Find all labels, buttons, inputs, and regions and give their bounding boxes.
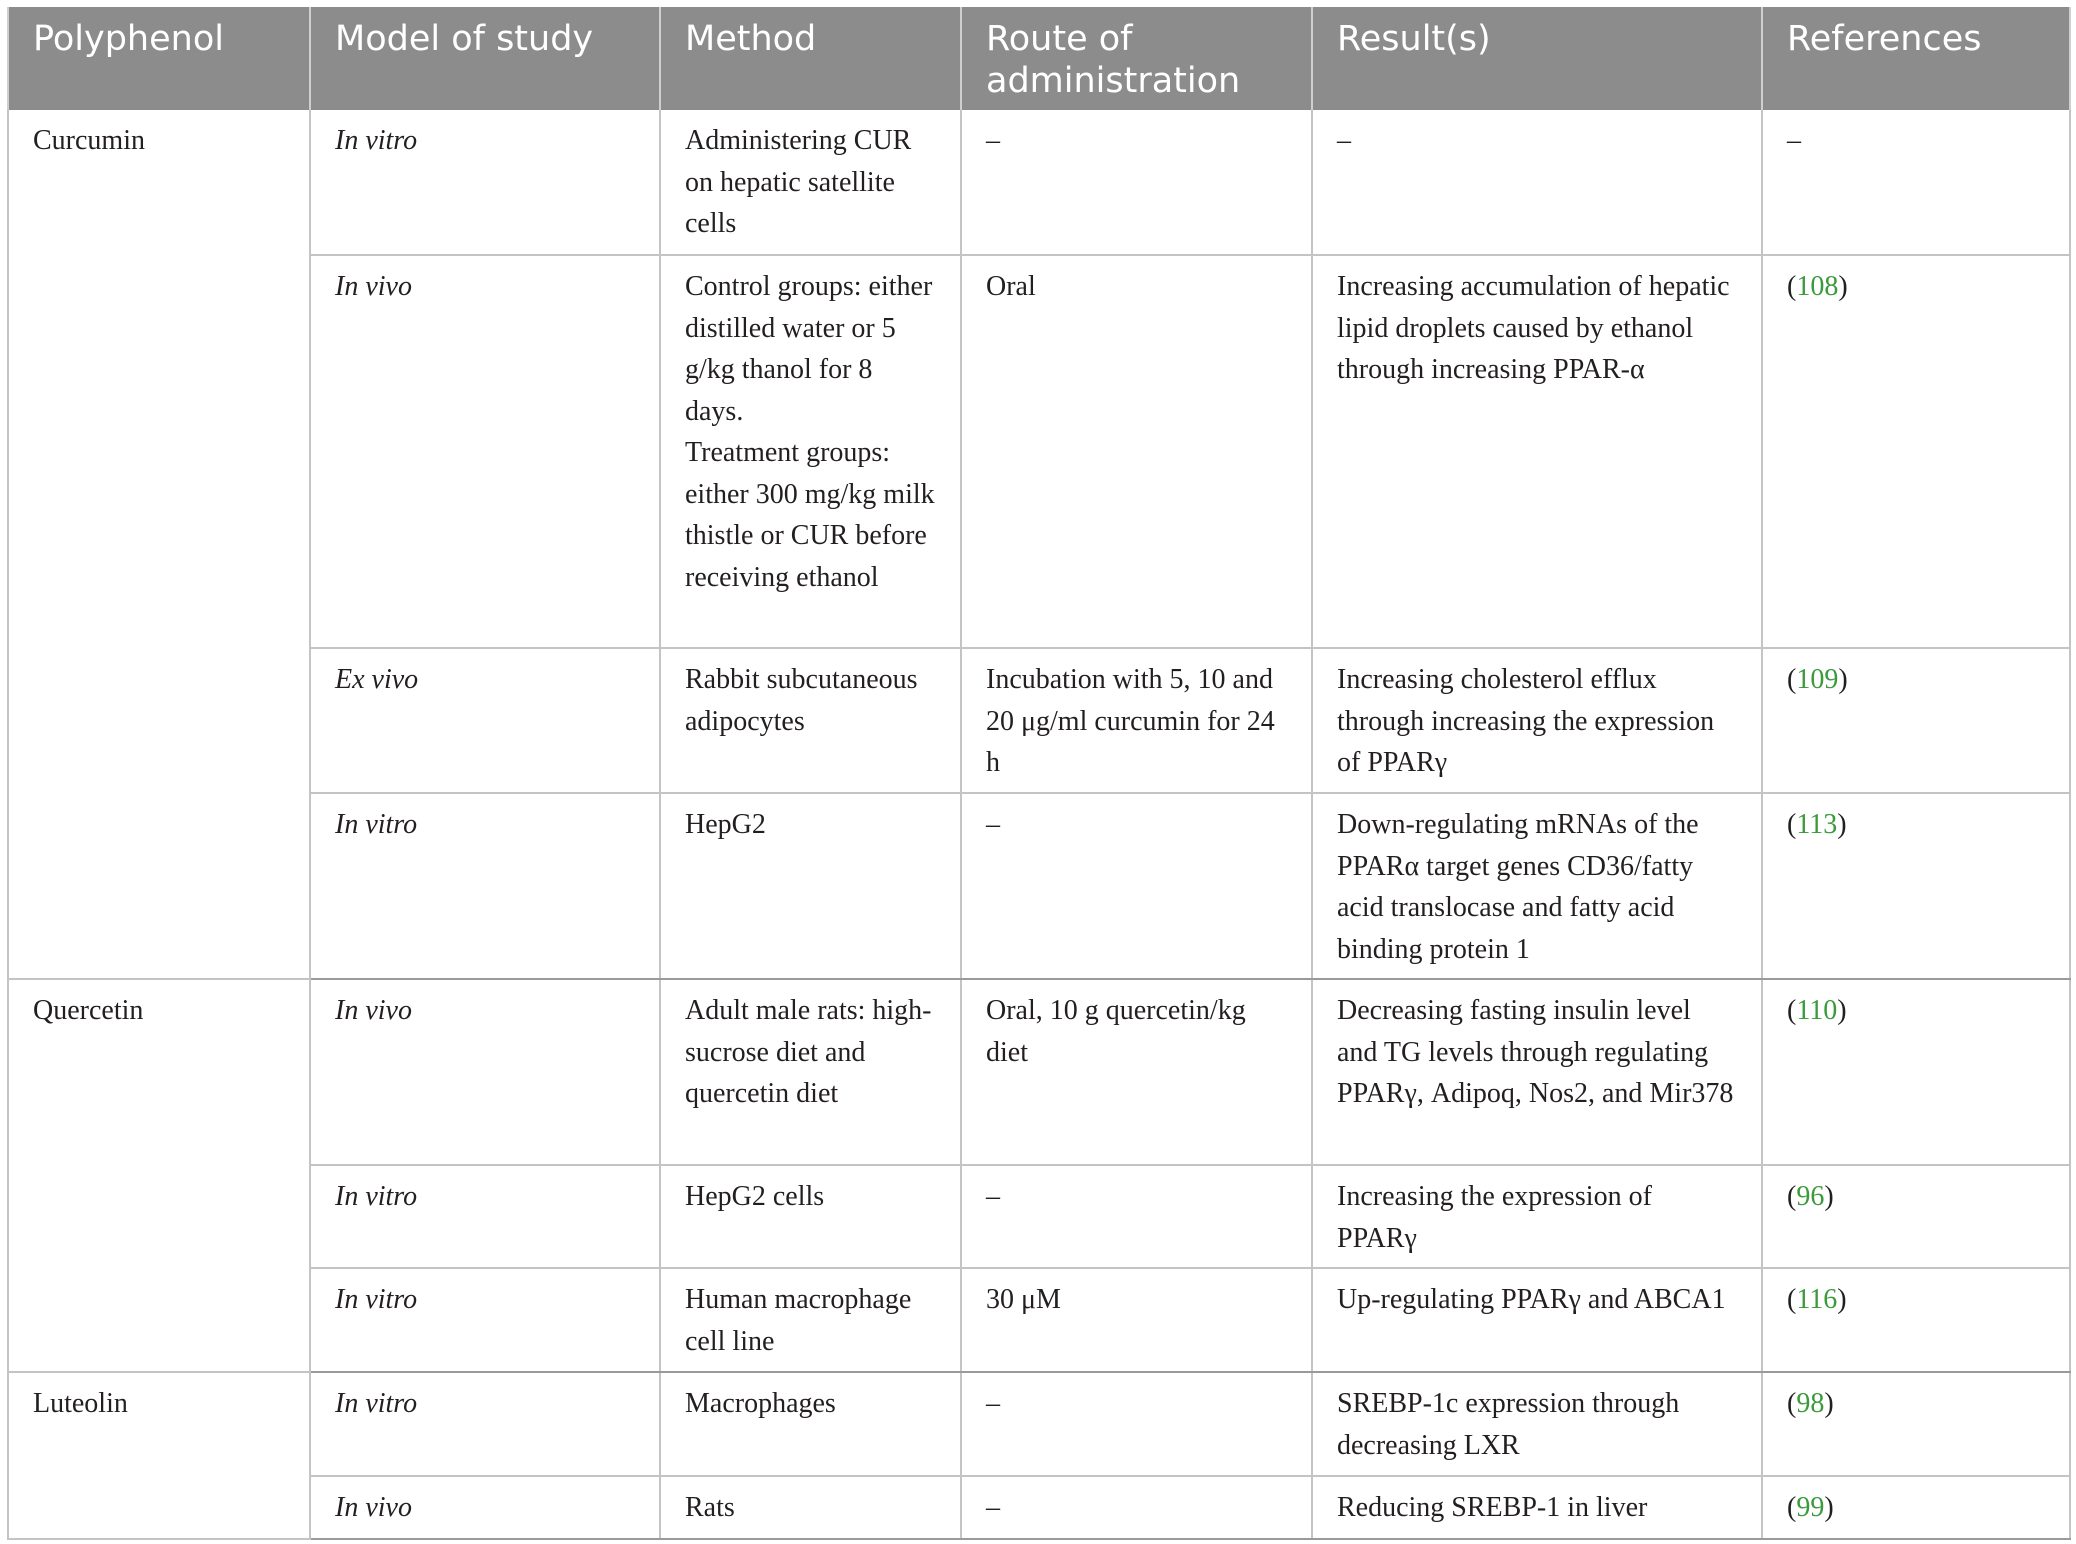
result-cell: Down-regulating mRNAs of the PPARα target genes CD36/fatty acid translocase and fatty acid binding protein 1 (1312, 793, 1762, 979)
model-cell: In vitro (310, 1372, 660, 1476)
reference-link[interactable]: 109 (1796, 664, 1839, 695)
header-references: References (1762, 7, 2070, 110)
route-cell: – (961, 110, 1312, 255)
polyphenol-cell: Curcumin (8, 110, 310, 979)
reference-link[interactable]: 98 (1796, 1388, 1825, 1419)
model-cell: Ex vivo (310, 648, 660, 793)
route-cell: – (961, 1372, 1312, 1476)
method-cell: HepG2 (660, 793, 961, 979)
result-cell: Up-regulating PPARγ and ABCA1 (1312, 1268, 1762, 1372)
method-cell: Administering CUR on hepatic satellite cells (660, 110, 961, 255)
model-cell: In vitro (310, 793, 660, 979)
model-cell: In vitro (310, 110, 660, 255)
reference-cell: (108) (1762, 255, 2070, 648)
model-cell: In vitro (310, 1268, 660, 1372)
reference-cell: (99) (1762, 1476, 2070, 1539)
reference-link[interactable]: 116 (1796, 1284, 1838, 1315)
result-cell: SREBP-1c expression through decreasing LXR (1312, 1372, 1762, 1476)
header-result: Result(s) (1312, 7, 1762, 110)
table-row (8, 1372, 2070, 1476)
route-cell: – (961, 1165, 1312, 1268)
result-cell: – (1312, 110, 1762, 255)
result-cell: Increasing the expression of PPARγ (1312, 1165, 1762, 1268)
method-cell: Macrophages (660, 1372, 961, 1476)
reference-cell: – (1762, 110, 2070, 255)
table-row (8, 979, 2070, 1165)
data-table (7, 7, 2071, 1540)
method-line: Treatment groups: either 300 mg/kg milk thistle or CUR before receiving ethanol (685, 437, 935, 593)
method-cell: Human macrophage cell line (660, 1268, 961, 1372)
model-cell: In vivo (310, 979, 660, 1165)
result-cell: Increasing cholesterol efflux through increasing the expression of PPARγ (1312, 648, 1762, 793)
reference-link[interactable]: 99 (1796, 1492, 1825, 1523)
result-cell: Reducing SREBP-1 in liver (1312, 1476, 1762, 1539)
header-model: Model of study (310, 7, 660, 110)
method-cell: Rats (660, 1476, 961, 1539)
method-cell: Rabbit subcutaneous adipocytes (660, 648, 961, 793)
polyphenol-cell: Luteolin (8, 1372, 310, 1539)
table-row (8, 1165, 2070, 1268)
reference-cell: (98) (1762, 1372, 2070, 1476)
model-cell: In vitro (310, 1165, 660, 1268)
reference-cell: (110) (1762, 979, 2070, 1165)
route-cell: – (961, 1476, 1312, 1539)
reference-link[interactable]: 113 (1796, 809, 1838, 840)
reference-cell: (113) (1762, 793, 2070, 979)
header-polyphenol: Polyphenol (8, 7, 310, 110)
method-cell: Adult male rats: high-sucrose diet and quercetin diet (660, 979, 961, 1165)
model-cell: In vivo (310, 1476, 660, 1539)
reference-link[interactable]: 96 (1796, 1181, 1825, 1212)
header-route: Route of administration (961, 7, 1312, 110)
reference-cell: (96) (1762, 1165, 2070, 1268)
header-method: Method (660, 7, 961, 110)
reference-link[interactable]: 110 (1796, 995, 1838, 1026)
header-row (8, 7, 2070, 110)
route-cell: – (961, 793, 1312, 979)
method-line: Control groups: either distilled water or 5 g/kg thanol for 8 days. (685, 271, 933, 427)
method-cell (660, 255, 961, 648)
table-row (8, 1476, 2070, 1539)
model-cell: In vivo (310, 255, 660, 648)
result-cell: Decreasing fasting insulin level and TG levels through regulating PPARγ, Adipoq, Nos2, and Mir378 (1312, 979, 1762, 1165)
route-cell: 30 μM (961, 1268, 1312, 1372)
reference-link[interactable]: 108 (1796, 271, 1839, 302)
result-cell: Increasing accumulation of hepatic lipid droplets caused by ethanol through increasing PPAR-α (1312, 255, 1762, 648)
route-cell: Incubation with 5, 10 and 20 μg/ml curcumin for 24 h (961, 648, 1312, 793)
route-cell: Oral, 10 g quercetin/kg diet (961, 979, 1312, 1165)
table-row (8, 1268, 2070, 1372)
table-row (8, 793, 2070, 979)
route-cell: Oral (961, 255, 1312, 648)
method-cell: HepG2 cells (660, 1165, 961, 1268)
table-row (8, 255, 2070, 648)
table-row (8, 648, 2070, 793)
reference-cell: (116) (1762, 1268, 2070, 1372)
polyphenol-cell: Quercetin (8, 979, 310, 1372)
reference-cell: (109) (1762, 648, 2070, 793)
table-row (8, 110, 2070, 255)
